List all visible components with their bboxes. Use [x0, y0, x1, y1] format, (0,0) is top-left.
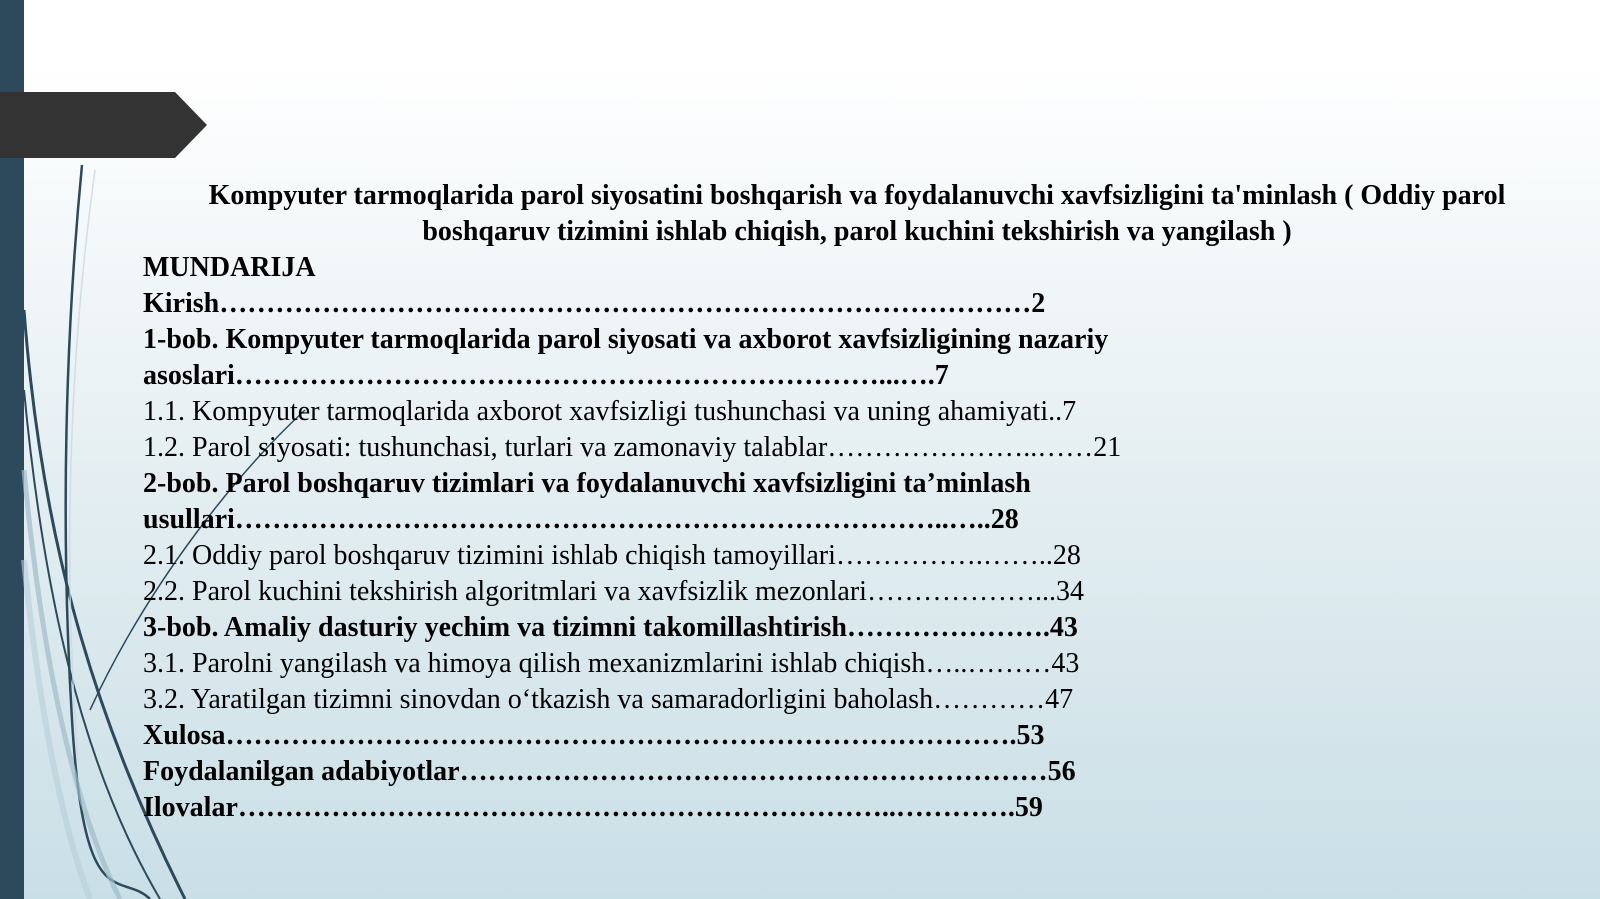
arrow-banner-shape [0, 0, 220, 180]
slide-title [151, 178, 1563, 250]
toc-item: 3.1. Parolni yangilash va himoya qilish mexanizmlarini ishlab chiqish…..………43 [143, 648, 1080, 679]
toc-item: 3-bob. Amaliy dasturiy yechim va tizimni takomillashtirish………………….43 [143, 612, 1078, 643]
toc-item: asoslari……………………………………………………………...….7 [143, 360, 949, 391]
toc-item: Foydalanilgan adabiyotlar………………………………………………………56 [143, 756, 1076, 787]
toc-item: 1.2. Parol siyosati: tushunchasi, turlari va zamonaviy talablar…………………..……21 [143, 432, 1122, 463]
slide-title-line-1: Kompyuter tarmoqlarida parol siyosatini boshqarish va foydalanuvchi xavfsizligini ta'minlash ( Oddiy parol [208, 180, 1506, 211]
slide-title-line-2: boshqaruv tizimini ishlab chiqish, parol kuchini tekshirish va yangilash ) [422, 216, 1292, 247]
toc-item: 1.1. Kompyuter tarmoqlarida axborot xavfsizligi tushunchasi va uning ahamiyati..7 [143, 396, 1077, 427]
toc-item: 2.1. Oddiy parol boshqaruv tizimini ishlab chiqish tamoyillari…………….……..28 [143, 540, 1081, 571]
toc-item: Kirish……………………………………………………………………………2 [143, 288, 1046, 319]
toc-item: 1-bob. Kompyuter tarmoqlarida parol siyosati va axborot xavfsizligining nazariy [143, 324, 1109, 355]
toc-item: 2-bob. Parol boshqaruv tizimlari va foydalanuvchi xavfsizligini ta’minlash [143, 468, 1031, 499]
toc-item: usullari…………………………………………………………………..…..28 [143, 504, 1019, 535]
toc-item: Ilovalar……………………………………………………………..………….59 [143, 792, 1043, 823]
toc-item: 2.2. Parol kuchini tekshirish algoritmlari va xavfsizlik mezonlari………………...34 [143, 576, 1084, 607]
toc-item: 3.2. Yaratilgan tizimni sinovdan o‘tkazish va samaradorligini baholash…………47 [143, 684, 1074, 715]
slide-content [143, 178, 1563, 826]
table-of-contents [143, 250, 1563, 826]
toc-item: Xulosa………………………………………………………………………….53 [143, 720, 1045, 751]
contents-heading: MUNDARIJA [143, 252, 316, 283]
